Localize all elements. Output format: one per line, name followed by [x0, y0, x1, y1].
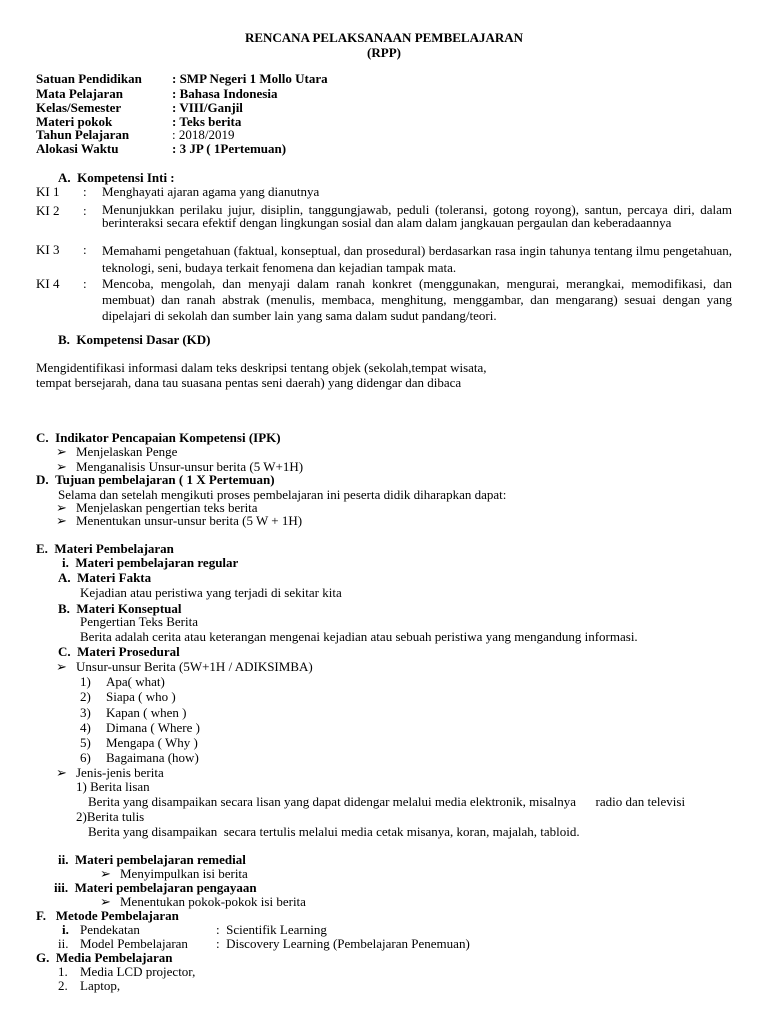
section-g-heading: G. Media Pembelajaran — [36, 950, 173, 965]
materi-remedial-heading: ii. Materi pembelajaran remedial — [58, 852, 246, 867]
ki-separator: : — [83, 242, 87, 257]
unsur-item: Dimana ( Where ) — [106, 720, 200, 735]
metode-value: : Scientifik Learning — [216, 922, 327, 937]
ki-code: KI 4 — [36, 276, 60, 291]
ipk-item: Menganalisis Unsur-unsur berita (5 W+1H) — [76, 459, 304, 474]
media-num: 2. — [58, 978, 68, 993]
identity-value: : 3 JP ( 1Pertemuan) — [172, 141, 287, 156]
ki-separator: : — [83, 184, 87, 199]
metode-num: ii. — [58, 936, 69, 951]
identity-value: : 2018/2019 — [172, 127, 235, 142]
identity-value: : Bahasa Indonesia — [172, 86, 278, 101]
pengayaan-item: Menentukan pokok-pokok isi berita — [120, 894, 306, 909]
section-a-heading: A. Kompetensi Inti : — [58, 170, 175, 185]
tujuan-item: Menjelaskan pengertian teks berita — [76, 500, 258, 515]
identity-label: Mata Pelajaran — [36, 86, 124, 101]
identity-value: : Teks berita — [172, 114, 242, 129]
identity-label: Satuan Pendidikan — [36, 71, 142, 86]
identity-value: : VIII/Ganjil — [172, 100, 243, 115]
ipk-item: Menjelaskan Penge — [76, 444, 178, 459]
ki-separator: : — [83, 203, 87, 218]
bullet-icon: ➢ — [100, 866, 111, 881]
bullet-icon: ➢ — [56, 500, 67, 515]
unsur-item: Siapa ( who ) — [106, 689, 176, 704]
berita-lisan-title: 1) Berita lisan — [76, 779, 150, 794]
section-f-heading: F. Metode Pembelajaran — [36, 908, 179, 923]
unsur-item: Bagaimana (how) — [106, 750, 199, 765]
materi-regular-heading: i. Materi pembelajaran regular — [62, 555, 239, 570]
document-title: RENCANA PELAKSANAAN PEMBELAJARAN — [244, 30, 524, 45]
tujuan-intro: Selama dan setelah mengikuti proses pembelajaran ini peserta didik diharapkan dapat: — [58, 487, 507, 502]
materi-pengayaan-heading: iii. Materi pembelajaran pengayaan — [54, 880, 257, 895]
berita-tulis-text: Berita yang disampaikan secara tertulis melalui media cetak misanya, koran, majalah, tabloid. — [88, 824, 580, 839]
identity-value: : SMP Negeri 1 Mollo Utara — [172, 71, 328, 86]
materi-konseptual-text: Berita adalah cerita atau keterangan mengenai kejadian atau sebuah peristiwa yang mengandung informasi. — [80, 629, 638, 644]
unsur-item: Apa( what) — [106, 674, 165, 689]
metode-label: Pendekatan — [80, 922, 140, 937]
section-e-heading: E. Materi Pembelajaran — [36, 541, 174, 556]
unsur-num: 5) — [80, 735, 91, 750]
metode-value: : Discovery Learning (Pembelajaran Penemuan) — [216, 936, 470, 951]
media-num: 1. — [58, 964, 68, 979]
unsur-num: 2) — [80, 689, 91, 704]
unsur-item: Mengapa ( Why ) — [106, 735, 198, 750]
ki-text: Memahami pengetahuan (faktual, konseptual, dan prosedural) berdasarkan rasa ingin tahunya tentang ilmu pengetahuan, teknologi, seni, budaya terkait fenomena dan kejadian tampak mata. — [102, 243, 732, 275]
bullet-icon: ➢ — [56, 659, 67, 674]
identity-label: Kelas/Semester — [36, 100, 122, 115]
media-item: Laptop, — [80, 978, 121, 993]
berita-lisan-text: Berita yang disampaikan secara lisan yang dapat didengar melalui media elektronik, misalnya radio dan televisi — [88, 794, 686, 809]
bullet-icon: ➢ — [56, 459, 67, 474]
identity-label: Tahun Pelajaran — [36, 127, 130, 142]
materi-konseptual-heading: B. Materi Konseptual — [58, 601, 182, 616]
unsur-num: 6) — [80, 750, 91, 765]
ki-code: KI 2 — [36, 203, 60, 218]
bullet-icon: ➢ — [56, 444, 67, 459]
unsur-num: 3) — [80, 705, 91, 720]
bullet-icon: ➢ — [56, 765, 67, 780]
jenis-bullet: Jenis-jenis berita — [76, 765, 164, 780]
remedial-item: Menyimpulkan isi berita — [120, 866, 248, 881]
unsur-num: 4) — [80, 720, 91, 735]
materi-konseptual-sub: Pengertian Teks Berita — [80, 614, 198, 629]
materi-fakta-text: Kejadian atau peristiwa yang terjadi di sekitar kita — [80, 585, 342, 600]
media-item: Media LCD projector, — [80, 964, 196, 979]
section-d-heading: D. Tujuan pembelajaran ( 1 X Pertemuan) — [36, 472, 275, 487]
unsur-bullet: Unsur-unsur Berita (5W+1H / ADIKSIMBA) — [76, 659, 313, 674]
berita-tulis-title: 2)Berita tulis — [76, 809, 145, 824]
ki-code: KI 3 — [36, 242, 60, 257]
metode-num: i. — [62, 922, 69, 937]
kd-text-line: Mengidentifikasi informasi dalam teks deskripsi tentang objek (sekolah,tempat wisata, — [36, 360, 487, 375]
unsur-num: 1) — [80, 674, 91, 689]
identity-label: Materi pokok — [36, 114, 113, 129]
ki-text: Menghayati ajaran agama yang dianutnya — [102, 184, 320, 199]
ki-code: KI 1 — [36, 184, 60, 199]
kd-text-line: tempat bersejarah, dana tau suasana pentas seni daerah) yang didengar dan dibaca — [36, 375, 462, 390]
bullet-icon: ➢ — [100, 894, 111, 909]
ki-separator: : — [83, 276, 87, 291]
document-subtitle: (RPP) — [367, 45, 401, 60]
section-b-heading: B. Kompetensi Dasar (KD) — [58, 332, 211, 347]
materi-fakta-heading: A. Materi Fakta — [58, 570, 152, 585]
bullet-icon: ➢ — [56, 513, 67, 528]
materi-prosedural-heading: C. Materi Prosedural — [58, 644, 180, 659]
ki-text: Mencoba, mengolah, dan menyaji dalam ranah konkret (menggunakan, mengurai, merangkai, memodifikasi, dan membuat) dan ranah abstrak (menulis, membaca, menghitung, menggambar, dan mengarang) sesuai dengan yang dipelajari di sekolah dan sumber lain yang sama dalam sudut pandang/teori. — [102, 276, 732, 323]
metode-label: Model Pembelajaran — [80, 936, 188, 951]
unsur-item: Kapan ( when ) — [106, 705, 187, 720]
identity-label: Alokasi Waktu — [36, 141, 119, 156]
section-c-heading: C. Indikator Pencapaian Kompetensi (IPK) — [36, 430, 281, 445]
ki-text: Menunjukkan perilaku jujur, disiplin, tanggungjawab, peduli (toleransi, gotong royong), santun, percaya diri, dalam berinteraksi secara efektif dengan lingkungan sosial dan alam dalam jangkauan pergaulan dan keberadaannya — [102, 202, 732, 230]
tujuan-item: Menentukan unsur-unsur berita (5 W + 1H) — [76, 513, 303, 528]
